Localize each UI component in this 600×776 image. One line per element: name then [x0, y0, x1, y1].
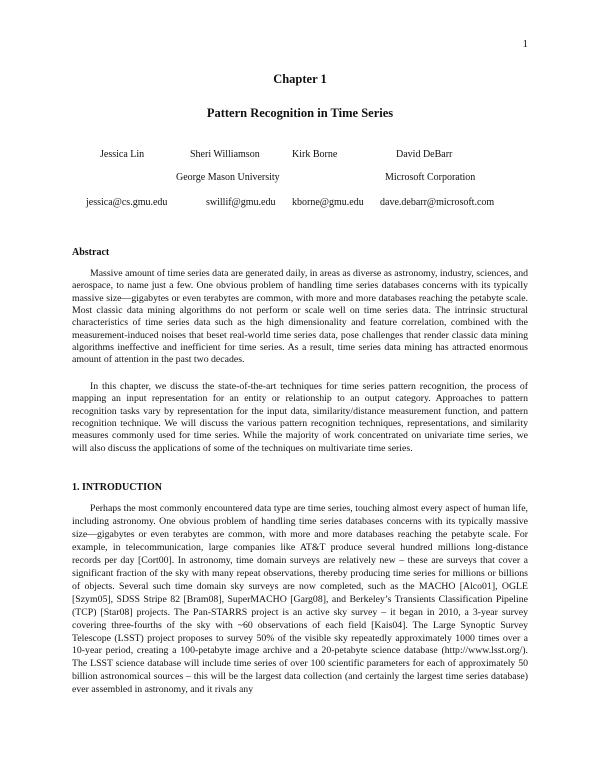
- abstract-paragraph: In this chapter, we discuss the state-of-the-art techniques for time series pattern recognition, the process of mapping an input representation for an entity or relationship to an output category. Approaches to pattern recognition tasks vary by representation for the input data, similarity/distance measurement function, and pattern recognition technique. We will discuss the various pattern recognition techniques, representations, and similarity measures commonly used for time series. While the majority of work concentrated on univariate time series, we will also discuss the applications of some of the techniques on multivariate time series.: [72, 381, 528, 454]
- author-name: David DeBarr: [396, 149, 453, 160]
- page-number: 1: [522, 38, 528, 50]
- author-name: Kirk Borne: [292, 149, 338, 160]
- author-name: Jessica Lin: [100, 149, 145, 160]
- author-name: Sheri Williamson: [190, 149, 260, 160]
- chapter-heading: Chapter 1: [273, 72, 327, 86]
- author-email: kborne@gmu.edu: [292, 197, 364, 208]
- paper-title: Pattern Recognition in Time Series: [206, 106, 394, 120]
- section-heading: 1. INTRODUCTION: [72, 482, 163, 493]
- affiliation: Microsoft Corporation: [385, 172, 476, 183]
- author-email: dave.debarr@microsoft.com: [380, 197, 495, 208]
- abstract-paragraph: Massive amount of time series data are generated daily, in areas as diverse as astronomy, industry, sciences, and aerospace, to name just a few. One obvious problem of handling time series databases concerns with its typically massive size—gigabytes or even terabytes are common, with more and more databases reaching the petabyte scale. Most classic data mining algorithms do not perform or scale well on time series data. The intrinsic structural characteristics of time series data such as the high dimensionality and feature correlation, combined with the measurement-induced noises that beset real-world time series data, pose challenges that render classic data mining algorithms ineffective and inefficient for time series. As a result, time series data mining has attracted enormous amount of attention in the past two decades.: [72, 268, 528, 366]
- author-email: jessica@cs.gmu.edu: [86, 197, 168, 208]
- body-paragraph: Perhaps the most commonly encountered data type are time series, touching almost every aspect of human life, including astronomy. One obvious problem of handling time series databases concerns with its typically massive size—gigabytes or even terabytes are common, with more and more databases reaching the petabyte scale. For example, in telecommunication, large companies like AT&T produce several hundred millions long-distance records per day [Cort00]. In astronomy, time domain surveys are relatively new – these are surveys that cover a significant fraction of the sky with many repeat observations, thereby producing time series for millions or billions of objects. Several such time domain sky surveys are now completed, such as the MACHO [Alco01], OGLE [Szym05], SDSS Stripe 82 [Bram08], SuperMACHO [Garg08], and Berkeley’s Transients Classification Pipeline (TCP) [Star08] projects. The Pan-STARRS project is an active sky survey – it began in 2010, a 3-year survey covering three-fourths of the sky with ~60 observations of each field [Kais04]. The Large Synoptic Survey Telescope (LSST) project proposes to survey 50% of the visible sky repeatedly approximately 1000 times over a 10-year period, creating a 100-petabyte image archive and a 20-petabyte science database (http://www.lsst.org/). The LSST science database will include time series of over 100 scientific parameters for each of approximately 50 billion astronomical sources – this will be the largest data collection (and certainly the largest time series database) ever assembled in astronomy, and it rivals any: [72, 503, 528, 696]
- abstract-heading: Abstract: [72, 247, 110, 258]
- affiliation: George Mason University: [176, 172, 280, 183]
- author-email: swillif@gmu.edu: [206, 197, 276, 208]
